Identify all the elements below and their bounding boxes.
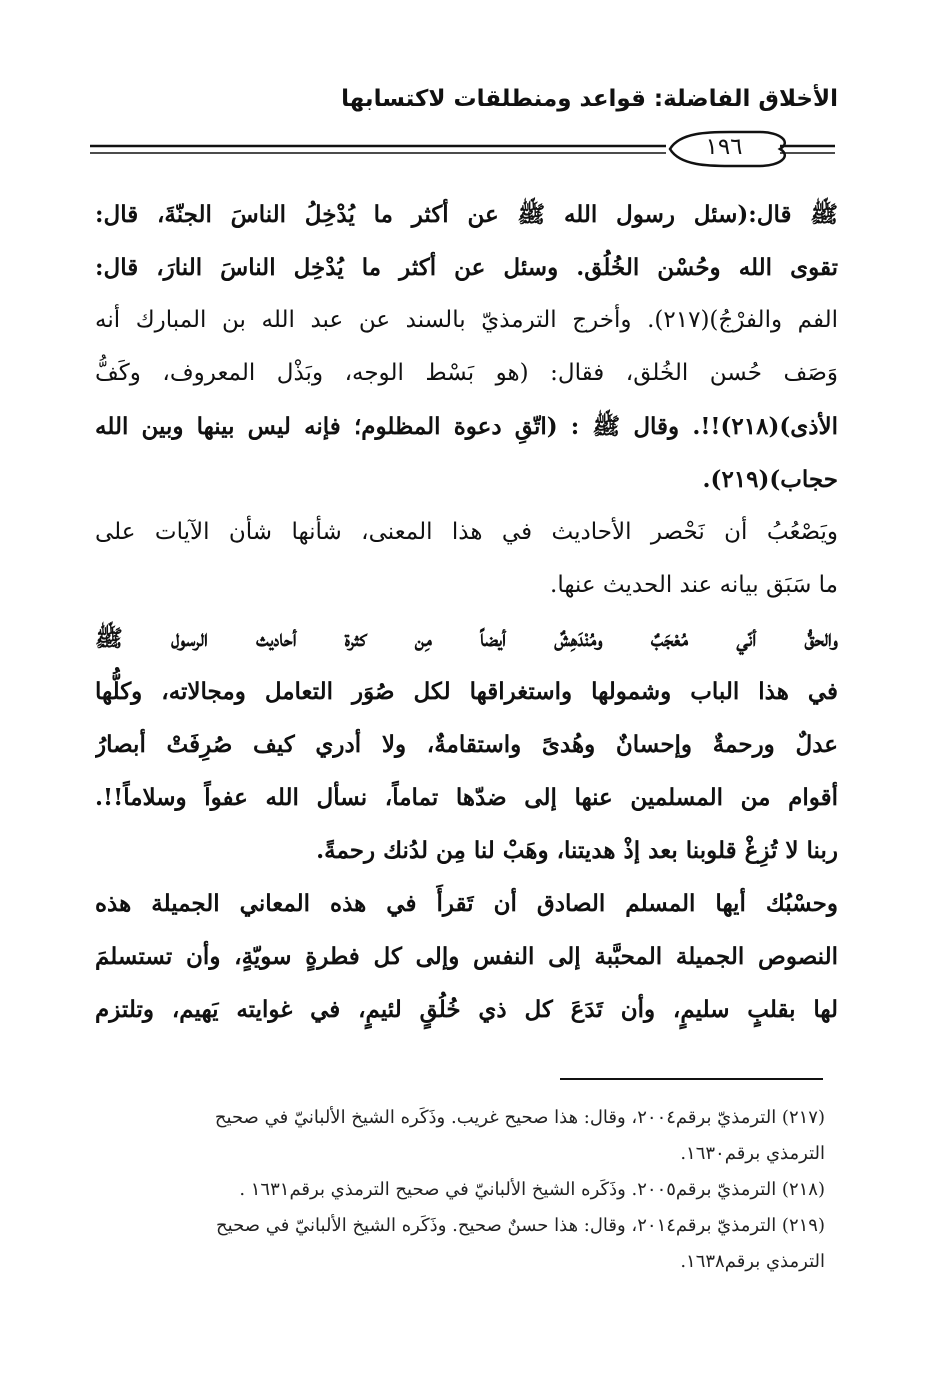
- body-line: عدلٌ ورحمةٌ وإحسانٌ وهُدىً واستقامةٌ، ولا أدري كيف صُرِفَتْ أبصارُ: [95, 731, 838, 758]
- body-line: لها بقلبٍ سليمٍ، وأن تَدَعَ كل ذي خُلُقٍ لئيمٍ، في غوايته يَهيم، وتلتزم: [95, 996, 838, 1023]
- body-line: الأذى)(٢١٨)!!. وقال ﷺ : (اتّقِ دعوة المظلوم؛ فإنه ليس بينها وبين الله: [95, 413, 838, 440]
- body-line: في هذا الباب وشمولها واستغراقها لكل صُوَر التعامل ومجالاته، وكلُّها: [95, 678, 838, 705]
- page-number: ١٩٦: [705, 134, 743, 160]
- body-line: تقوى الله وحُسْن الخُلُق. وسئل عن أكثر ما يُدْخِل الناسَ النارَ، قال:: [95, 254, 838, 281]
- running-head-title: الأخلاق الفاضلة: قواعد ومنطلقات لاكتسابها: [341, 86, 838, 112]
- footnote-219: (٢١٩) الترمذيّ برقم٢٠١٤، وقال: هذا حسنٌ صحيح. وذَكَره الشيخ الألبانيّ في صحيح: [216, 1215, 825, 1236]
- body-line: وحسْبُك أيها المسلم الصادق أن تَقرأَ في هذه المعاني الجميلة هذه: [95, 890, 838, 917]
- body-line: ما سَبَق بيانه عند الحديث عنها.: [550, 572, 838, 598]
- body-text: [95, 188, 838, 1036]
- body-line: حجاب)(٢١٩).: [702, 466, 838, 493]
- footnote-219-continuation: الترمذي برقم١٦٣٨.: [680, 1251, 825, 1272]
- body-line: النصوص الجميلة المحبَّبة إلى النفس وإلى كل فطرةٍ سويّةٍ، وأن تستسلمَ: [95, 943, 838, 970]
- body-line: الفم والفرْجُ)(٢١٧). وأخرج الترمذيّ بالسند عن عبد الله بن المبارك أنه: [95, 307, 838, 333]
- body-line: ربنا لا تُزِغْ قلوبنا بعد إذْ هديتنا، وهَبْ لنا مِن لدُنك رحمةً.: [316, 837, 838, 864]
- footnote-218: (٢١٨) الترمذيّ برقم٢٠٠٥. وذَكَره الشيخ الألبانيّ في صحيح الترمذي برقم١٦٣١ .: [239, 1179, 825, 1200]
- body-line: أقوام من المسلمين عنها إلى ضدّها تماماً، نسأل الله عفواً وسلاماً!!.: [95, 784, 838, 811]
- footnote-217: (٢١٧) الترمذيّ برقم٢٠٠٤، وقال: هذا صحيح غريب. وذَكَره الشيخ الألبانيّ في صحيح: [214, 1107, 825, 1128]
- footnotes: [95, 1100, 825, 1280]
- body-line: ﷺ قال:(سئل رسول الله ﷺ عن أكثر ما يُدْخِلُ الناسَ الجنّةَ، قال:: [95, 201, 838, 228]
- footnote-217-continuation: الترمذي برقم١٦٣٠.: [680, 1143, 825, 1164]
- footnote-separator: [560, 1078, 823, 1080]
- body-line: والحقُّ أنّي مُعْجَبٌ ومُنْدَهِشٌ أيضاً مِن كثرة أحاديث الرسول ﷺ: [95, 625, 838, 652]
- body-line: وَصَف حُسن الخُلق، فقال: (هو بَسْط الوجه، وبَذْل المعروف، وكَفُّ: [95, 360, 838, 386]
- body-line: ويَصْعُبُ أن نَحْصر الأحاديث في هذا المعنى، شأنها شأن الآيات على: [95, 519, 838, 545]
